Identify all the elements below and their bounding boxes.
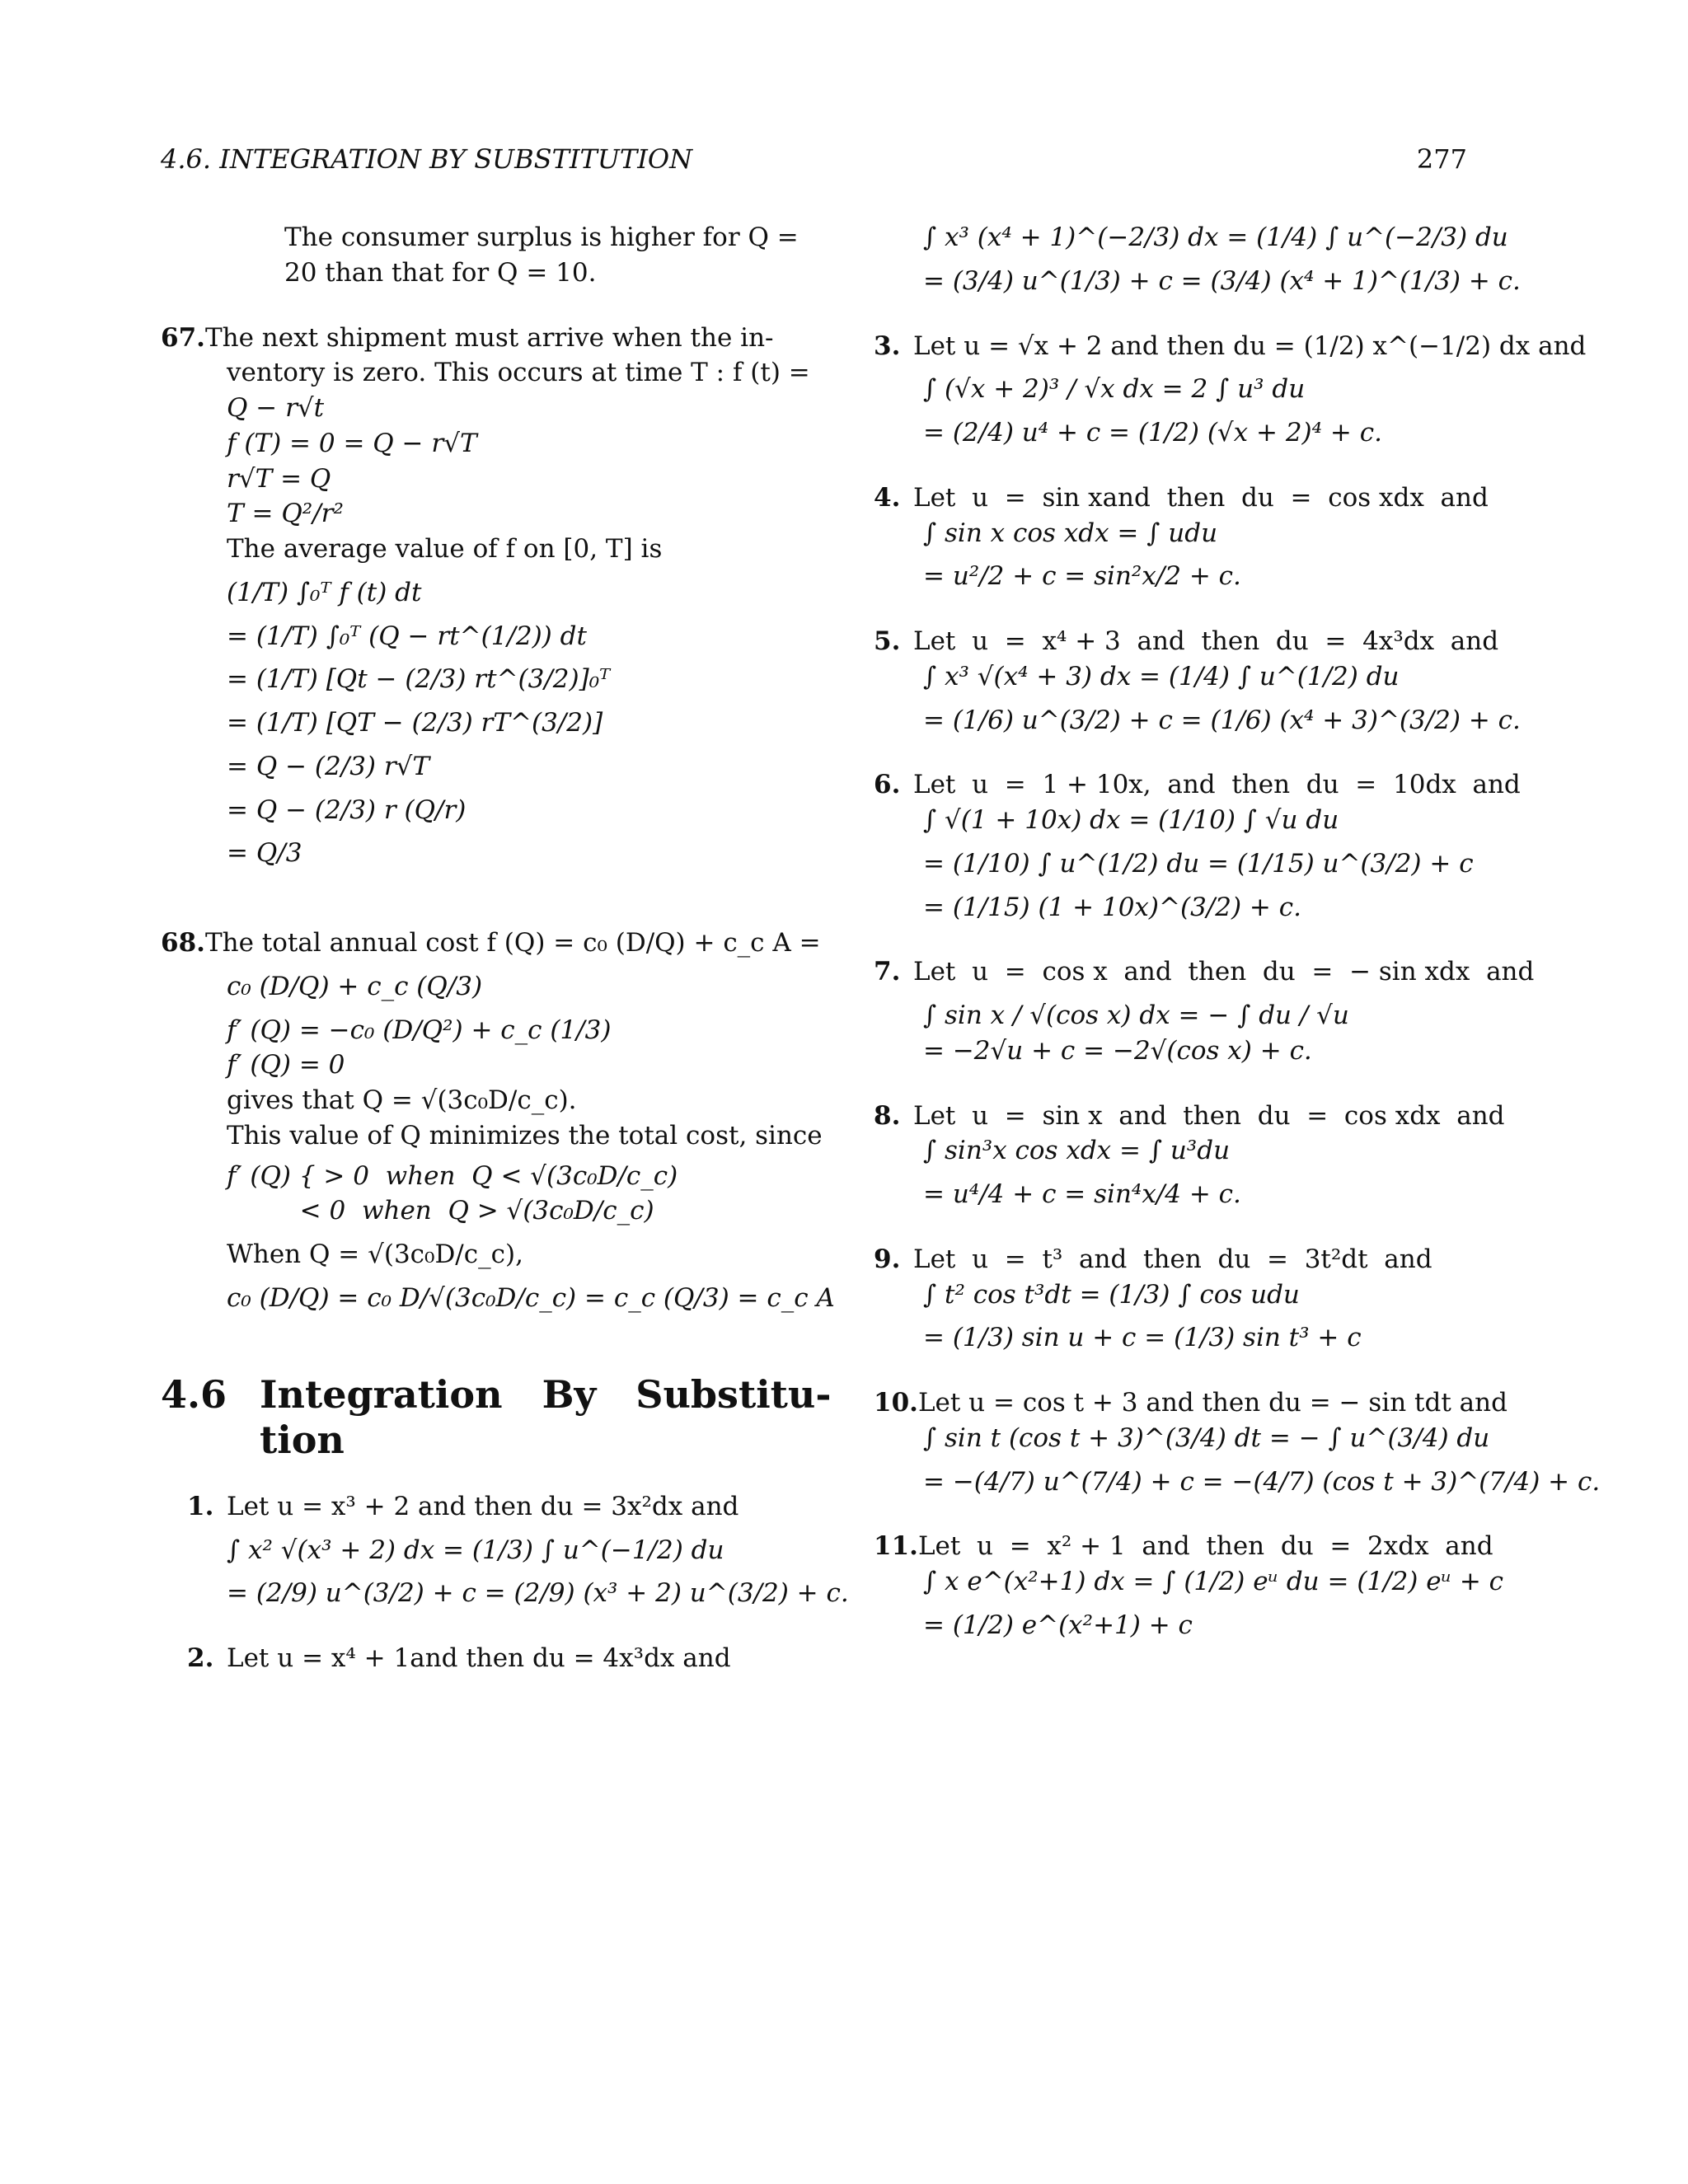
math-line: ∫ (√x + 2)³ / √x dx = 2 ∫ u³ du: [923, 374, 1306, 405]
exercise-2-continuation: [923, 222, 1521, 298]
math-line: ∫ sin x cos xdx = ∫ udu: [923, 518, 1218, 548]
text-line: Let u = x⁴ + 3 and then du = 4x³dx and: [913, 626, 1499, 656]
exercise-1: [187, 1491, 849, 1610]
text-line: The total annual cost f (Q) = c₀ (D/Q) + c_c A =: [204, 928, 821, 958]
math-line: = Q/3: [227, 838, 302, 869]
math-line: = (3/4) u^(1/3) + c = (3/4) (x⁴ + 1)^(1/3) + c.: [923, 265, 1521, 296]
math-line: ∫ x³ √(x⁴ + 3) dx = (1/4) ∫ u^(1/2) du: [923, 661, 1400, 691]
math-line: = (1/T) [QT − (2/3) rT^(3/2)]: [227, 708, 603, 738]
exercise-number: 6.: [874, 770, 901, 800]
math-line: < 0 when Q > √(3c₀D/c_c): [227, 1196, 654, 1226]
exercise-number: 5.: [874, 626, 901, 656]
text-line: ventory is zero. This occurs at time T : f (t) =: [227, 358, 810, 388]
text-line: Let u = cos t + 3 and then du = − sin tdt and: [917, 1388, 1507, 1418]
text-line: Let u = x² + 1 and then du = 2xdx and: [917, 1531, 1493, 1562]
running-title: 4.6. INTEGRATION BY SUBSTITUTION: [161, 143, 693, 175]
section-heading: [161, 1371, 832, 1463]
page-number: 277: [1416, 143, 1467, 175]
exercise-5: [874, 626, 1521, 736]
exercise-10: [874, 1387, 1601, 1497]
math-line: T = Q²/r²: [227, 499, 344, 529]
section-title-line: tion: [260, 1417, 345, 1462]
text-line: Let u = x⁴ + 1and then du = 4x³dx and: [227, 1643, 731, 1674]
exercise-number: 8.: [874, 1100, 901, 1131]
text-line: Let u = t³ and then du = 3t²dt and: [913, 1244, 1432, 1274]
exercise-number: 3.: [874, 330, 901, 361]
exercise-number: 11.: [874, 1531, 918, 1562]
exercise-number: 4.: [874, 482, 901, 513]
text-line: Let u = x³ + 2 and then du = 3x²dx and: [227, 1491, 739, 1521]
left-column: [161, 218, 849, 1678]
exercise-4: [874, 482, 1489, 593]
text-line: Let u = 1 + 10x, and then du = 10dx and: [913, 770, 1521, 800]
math-line: = (1/10) ∫ u^(1/2) du = (1/15) u^(3/2) + c: [923, 848, 1474, 879]
math-line: c₀ (D/Q) + c_c (Q/3): [227, 971, 483, 1001]
text-line: The next shipment must arrive when the in-: [204, 322, 774, 353]
math-line: ∫ sin x / √(cos x) dx = − ∫ du / √u: [923, 1001, 1349, 1030]
math-line: f′ (Q) = −c₀ (D/Q²) + c_c (1/3): [227, 1015, 612, 1045]
math-line: = −2√u + c = −2√(cos x) + c.: [923, 1035, 1312, 1066]
section-number: 4.6: [161, 1371, 227, 1417]
exercise-3: [874, 330, 1587, 449]
math-line: c₀ (D/Q) = c₀ D/√(3c₀D/c_c) = c_c (Q/3) = c_c A: [227, 1282, 835, 1313]
math-line: ∫ sin t (cos t + 3)^(3/4) dt = − ∫ u^(3/4) du: [923, 1422, 1490, 1453]
exercise-9: [874, 1244, 1475, 1354]
math-line: r√T = Q: [227, 463, 331, 494]
math-line: ∫ x² √(x³ + 2) dx = (1/3) ∫ u^(−1/2) du: [227, 1535, 724, 1565]
math-line: ∫ x e^(x²+1) dx = ∫ (1/2) eᵘ du = (1/2) eᵘ + c: [923, 1567, 1504, 1596]
math-line: = Q − (2/3) r√T: [227, 751, 430, 781]
exercise-number: 7.: [874, 957, 901, 987]
math-line: = (1/T) ∫₀ᵀ (Q − rt^(1/2)) dt: [227, 621, 587, 651]
math-line: ∫ x³ (x⁴ + 1)^(−2/3) dx = (1/4) ∫ u^(−2/3) du: [923, 223, 1508, 252]
math-line: = (1/2) e^(x²+1) + c: [923, 1610, 1193, 1640]
text-line: gives that Q = √(3c₀D/c_c).: [227, 1085, 577, 1115]
math-line: = (1/15) (1 + 10x)^(3/2) + c.: [923, 892, 1301, 922]
math-line: = (1/T) [Qt − (2/3) rt^(3/2)]₀ᵀ: [227, 664, 611, 695]
math-line: ∫ t² cos t³dt = (1/3) ∫ cos udu: [923, 1279, 1300, 1310]
exercise-number: 68.: [161, 928, 205, 958]
text-line: This value of Q minimizes the total cost, since: [227, 1120, 823, 1151]
text-line: Let u = sin x and then du = cos xdx and: [913, 1100, 1505, 1131]
exercise-number: 9.: [874, 1244, 901, 1274]
text-line: Let u = cos x and then du = − sin xdx and: [913, 957, 1535, 987]
math-line: ∫ √(1 + 10x) dx = (1/10) ∫ √u du: [923, 805, 1339, 835]
math-line: f′ (Q) = 0: [227, 1050, 345, 1080]
math-line: = (2/9) u^(3/2) + c = (2/9) (x³ + 2) u^(3/2) + c.: [227, 1578, 849, 1609]
exercise-7: [874, 956, 1535, 1066]
exercise-number: 1.: [187, 1491, 214, 1521]
math-line: f′ (Q) { > 0 when Q < √(3c₀D/c_c): [227, 1160, 678, 1191]
math-line: = Q − (2/3) r (Q/r): [227, 794, 467, 825]
right-column: [874, 218, 1601, 1645]
math-line: ∫ sin³x cos xdx = ∫ u³du: [923, 1136, 1231, 1166]
text-line: The average value of f on [0, T] is: [227, 534, 663, 564]
exercise-6: [874, 769, 1521, 923]
math-line: = (1/6) u^(3/2) + c = (1/6) (x⁴ + 3)^(3/2) + c.: [923, 705, 1521, 735]
section-title-line: Integration By Substitu-: [260, 1371, 832, 1417]
text-line: The consumer surplus is higher for Q =: [284, 223, 799, 252]
exercise-number: 67.: [161, 322, 205, 353]
math-line: = (1/3) sin u + c = (1/3) sin t³ + c: [923, 1323, 1362, 1353]
text-line: Let u = √x + 2 and then du = (1/2) x^(−1/2) dx and: [913, 330, 1587, 361]
math-line: = −(4/7) u^(7/4) + c = −(4/7) (cos t + 3)^(7/4) + c.: [923, 1466, 1601, 1497]
math-line: Q − r√t: [227, 393, 325, 423]
math-line: = (2/4) u⁴ + c = (1/2) (√x + 2)⁴ + c.: [923, 418, 1382, 448]
text-line: When Q = √(3c₀D/c_c),: [227, 1240, 523, 1269]
exercise-number: 2.: [187, 1643, 214, 1674]
exercise-11: [874, 1530, 1504, 1641]
math-line: = u⁴/4 + c = sin⁴x/4 + c.: [923, 1179, 1241, 1209]
exercise-8: [874, 1100, 1505, 1211]
math-line: (1/T) ∫₀ᵀ f (t) dt: [227, 577, 422, 607]
consumer-surplus-continuation: [284, 222, 799, 289]
exercise-67: [161, 322, 810, 870]
exercise-2: [187, 1643, 787, 1675]
exercise-68: [161, 927, 835, 1315]
text-line: Let u = sin xand then du = cos xdx and: [913, 482, 1489, 513]
running-header: [161, 143, 1467, 176]
text-line: 20 than that for Q = 10.: [284, 257, 597, 288]
math-line: = u²/2 + c = sin²x/2 + c.: [923, 561, 1241, 592]
math-line: f (T) = 0 = Q − r√T: [227, 428, 477, 458]
exercise-number: 10.: [874, 1388, 918, 1418]
